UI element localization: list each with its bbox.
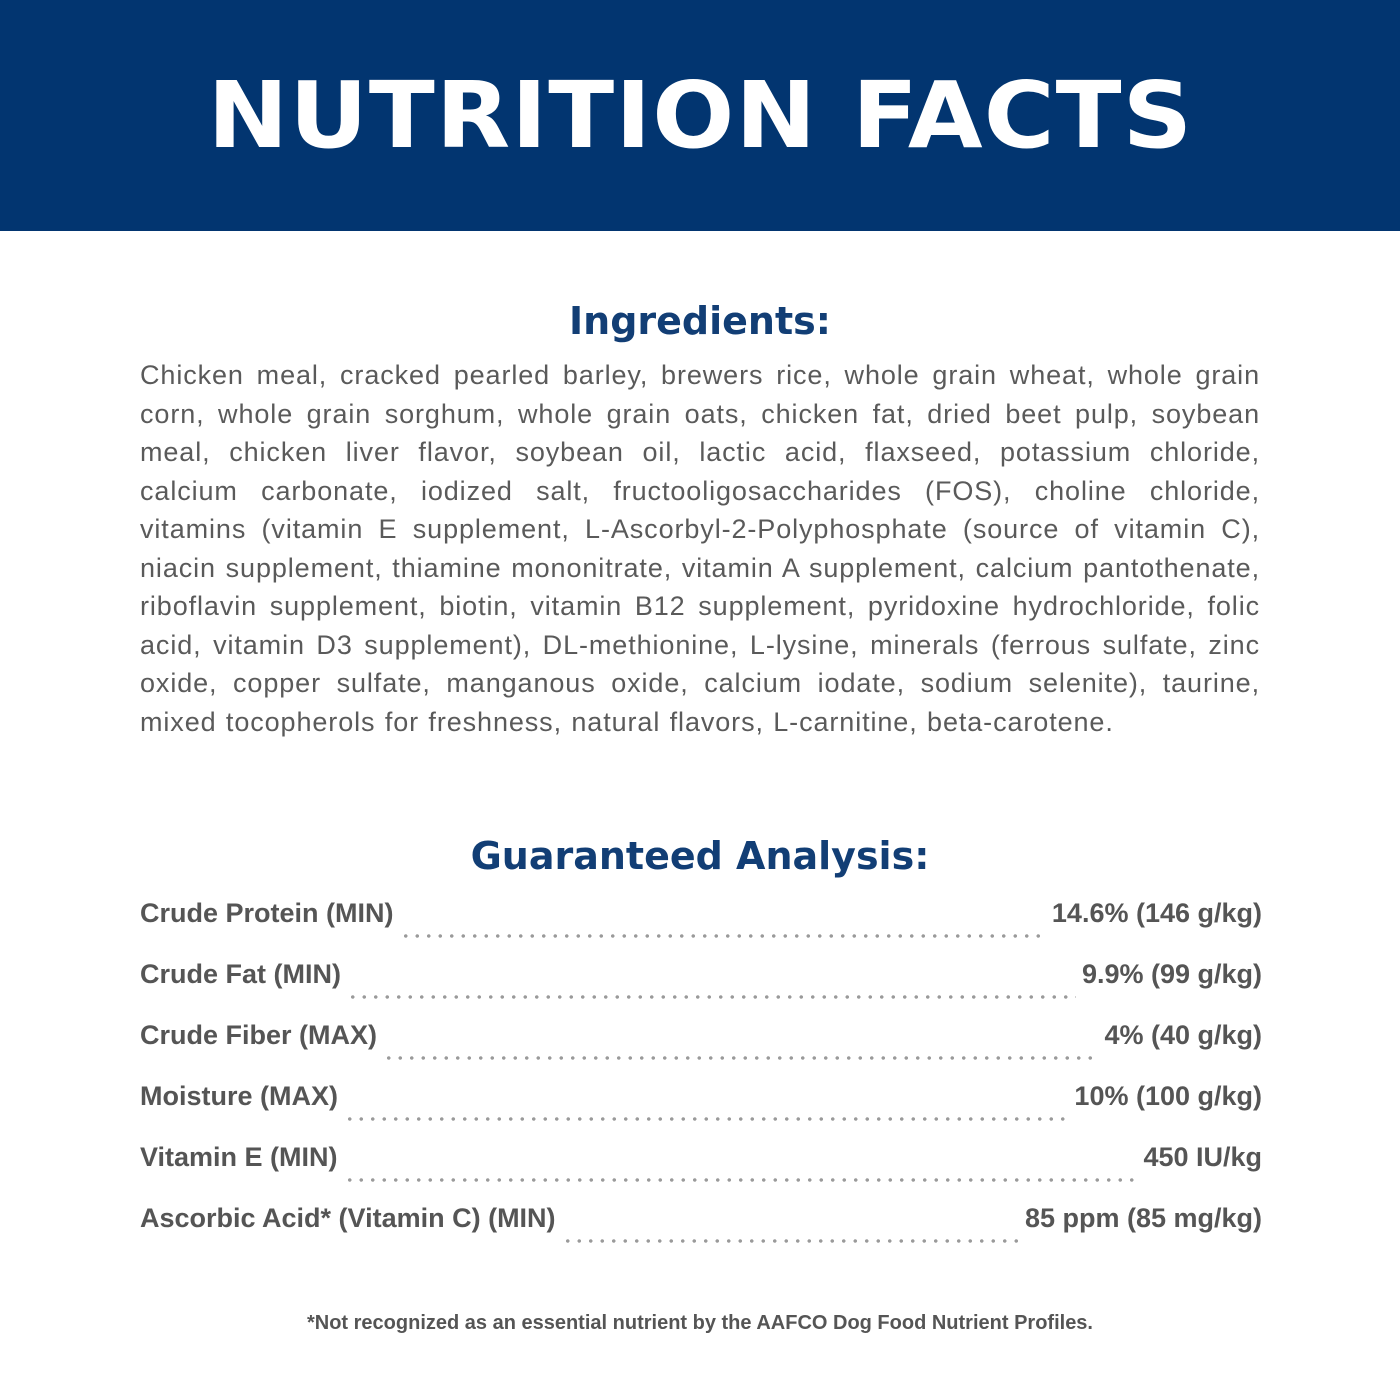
footnote: *Not recognized as an essential nutrient by the AAFCO Dog Food Nutrient Profiles. bbox=[306, 1312, 1093, 1334]
analysis-value: 450 IU/kg bbox=[1143, 1142, 1262, 1172]
analysis-row-crude-fiber bbox=[140, 1020, 1262, 1081]
analysis-value: 4% (40 g/kg) bbox=[1104, 1020, 1262, 1050]
analysis-label: Ascorbic Acid* (Vitamin C) (MIN) bbox=[140, 1203, 556, 1233]
analysis-row-crude-fat bbox=[140, 959, 1262, 1020]
dot-leader bbox=[344, 1177, 1138, 1183]
dot-leader bbox=[344, 1116, 1068, 1122]
analysis-label: Vitamin E (MIN) bbox=[140, 1142, 338, 1172]
analysis-label: Crude Fat (MIN) bbox=[140, 959, 341, 989]
analysis-row-moisture bbox=[140, 1081, 1262, 1142]
ingredients-list: Chicken meal, cracked pearled barley, brewers rice, whole grain wheat, whole grain corn, whole grain sorghum, whole grain oats, chicken fat, dried beet pulp, soybean meal, chicken liver flavor, soybean oil, lactic acid, flaxseed, potassium chloride, calcium carbonate, iodized salt, fructooligosaccharides (FOS), choline chloride, vitamins (vitamin E supplement, L-Ascorbyl-2-Polyphosphate (source of vitamin C), niacin supplement, thiamine mononitrate, vitamin A supplement, calcium pantothenate, riboflavin supplement, biotin, vitamin B12 supplement, pyridoxine hydrochloride, folic acid, vitamin D3 supplement), DL-methionine, L-lysine, minerals (ferrous sulfate, zinc oxide, copper sulfate, manganous oxide, calcium iodate, sodium selenite), taurine, mixed tocopherols for freshness, natural flavors, L-carnitine, beta-carotene. bbox=[140, 360, 1260, 737]
analysis-label: Moisture (MAX) bbox=[140, 1081, 338, 1111]
page-title: NUTRITION FACTS bbox=[207, 61, 1193, 169]
analysis-value: 85 ppm (85 mg/kg) bbox=[1024, 1203, 1262, 1233]
analysis-label: Crude Protein (MIN) bbox=[140, 898, 394, 928]
analysis-label: Crude Fiber (MAX) bbox=[140, 1020, 378, 1050]
analysis-value: 10% (100 g/kg) bbox=[1074, 1081, 1262, 1111]
analysis-row-vitamin-e bbox=[140, 1142, 1262, 1203]
guaranteed-analysis-table bbox=[140, 898, 1262, 1264]
dot-leader bbox=[562, 1238, 1019, 1244]
analysis-row-crude-protein bbox=[140, 898, 1262, 959]
ingredients-heading: Ingredients: bbox=[569, 299, 831, 343]
dot-leader bbox=[383, 1055, 1098, 1061]
guaranteed-analysis-heading: Guaranteed Analysis: bbox=[470, 834, 930, 878]
header-banner bbox=[0, 0, 1400, 231]
analysis-value: 9.9% (99 g/kg) bbox=[1081, 959, 1262, 989]
dot-leader bbox=[400, 933, 1046, 939]
analysis-value: 14.6% (146 g/kg) bbox=[1051, 898, 1262, 928]
dot-leader bbox=[347, 994, 1076, 1000]
analysis-row-ascorbic-acid bbox=[140, 1203, 1262, 1264]
